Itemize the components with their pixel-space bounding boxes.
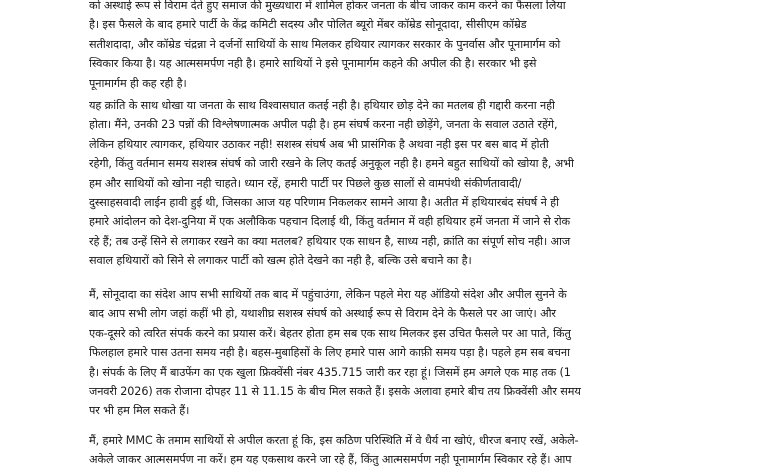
text-line: मैं, सोनूदादा का संदेश आप सभी साथियों तक बाद में पहुंचाउंगा, लेकिन पहले मेरा यह ऑडियो संदेश और अपील सुनने के (89, 288, 567, 301)
text-line: अकेले जाकर आत्मसमर्पण ना करें। हम यह एकसाथ करने जा रहे हैं, किंतु आत्मसमर्पण नही पूनामार्गम स्विकार रहे हैं। आप (89, 453, 572, 467)
text-line: हम और साथियों को खोना नही चाहते। ध्यान रहें, हमारी पार्टी पर पिछले कुछ सालों से वामपंथी संकीर्णतावादी/ (89, 176, 522, 190)
text-line: स्विकार किया है। यह आत्मसमर्पण नही है। हमारे साथियों ने इसे पूनामार्गम कहने की अपील की है। सरकार भी इसे (89, 57, 537, 71)
paragraph-contact-appeal (89, 285, 689, 421)
text-line: सतीशदादा, और कॉम्रेड चंद्रन्ना ने दर्जनों साथियों के साथ मिलकर हथियार त्यागकर सरकार के पुनर्वास और पूनामार्गम को (89, 37, 561, 51)
text-line: लेकिन हथियार त्यागकर, हथियार उठाकर नही! सशस्त्र संघर्ष अब भी प्रासंगिक है अथवा नही इस पर बस बाद में होती (89, 137, 549, 151)
paragraph-mmc-appeal (89, 431, 689, 470)
text-line: रहे हैं; तब उन्हें सिने से लगाकर रखने का क्या मतलब? हथियार एक साधन है, साध्य नही, क्रांति का संपूर्ण सोच नही। आज (89, 234, 571, 248)
text-line: को अस्थाई रूप से विराम देते हुए समाज की मुख्यधारा में शामिल होकर जनता के बीच जाकर काम करने का फैसला लिया (89, 0, 566, 12)
text-line: फिलहाल हमारे पास उतना समय नही है। बहस-मुबाहिसों के लिए हमारे पास आगे काफ़ी समय पड़ा है। पहले हम सब बचना (89, 346, 570, 360)
text-line: एक-दूसरे को त्वरित संपर्क करने का प्रयास करें। बेहतर होता हम सब एक साथ मिलकर इस उचित फैसले पर आ पाते, किंतु (89, 326, 571, 340)
text-line: जनवरी 2026) तक रोजाना दोपहर 11 से 11.15 के बीच मिल सकते हैं। इसके अलावा हमारे बीच तय फ्रिक्वेंसी और समय (89, 385, 581, 399)
paragraph-decision (89, 0, 689, 93)
text-line: पर भी हम मिल सकते हैं। (89, 404, 190, 418)
text-line: पूनामार्गम ही कह रही है। (89, 76, 187, 90)
text-line: सवाल हथियारों को सिने से लगाकर पार्टी को खत्म होते देखने का नही है, बल्कि उसे बचाने का है। (89, 254, 472, 268)
text-line: है। इस फैसले के बाद हमारे पार्टी के केंद्र कमिटी सदस्य और पोलित ब्यूरो मेंबर कॉम्रेड सोनूदादा, सीसीएम कॉम्रेड (89, 18, 527, 32)
text-line: मैं, हमारे MMC के तमाम साथियों से अपील करता हूं कि, इस कठिण परिस्थिति में वे धैर्य ना खोएं, धीरज बनाए रखें, अकेले- (89, 434, 579, 447)
text-line: रहेगी, किंतु वर्तमान समय सशस्त्र संघर्ष को जारी रखने के लिए कतई अनुकूल नही है। हमने बहुत साथियों को खोया है, अभी (89, 157, 574, 171)
text-line: होता। मैंने, उनकी 23 पन्नों की विश्लेषणात्मक अपील पढ़ी है। हम संघर्ष करना नही छोड़ेंगे, जनता के सवाल उठाते रहेंगे, (89, 118, 558, 132)
text-line: है। संपर्क के लिए मैं बाउफेंग का एक खुला फ्रिक्वेंसी नंबर 435.715 जारी कर रहा हूं। जिसमें हम अगले एक माह तक (1 (89, 365, 571, 379)
text-line: दुस्साहसवादी लाईन हावी हुई थी, जिसका आज यह परिणाम निकलकर सामने आया है। अतीत में हथियारबंद संघर्ष ने ही (89, 196, 559, 210)
paragraph-not-betrayal (89, 96, 689, 271)
text-line: हमारे आंदोलन को देश-दुनिया में एक अलौकिक पहचान दिलाई थी, किंतु वर्तमान में वही हथियार हमें जनता में जाने से रोक (89, 215, 571, 229)
text-line: यह क्रांति के साथ धोखा या जनता के साथ विश्वासघात कतई नही है। हथियार छोड़ देने का मतलब ही गद्दारी करना नही (89, 99, 555, 112)
text-line: बाद आप सभी लोग जहां कहीं भी हो, यथाशीघ्र सशस्त्र संघर्ष को अस्थाई रूप से विराम देने के फैसले पर आ जाएं। और (89, 307, 556, 321)
